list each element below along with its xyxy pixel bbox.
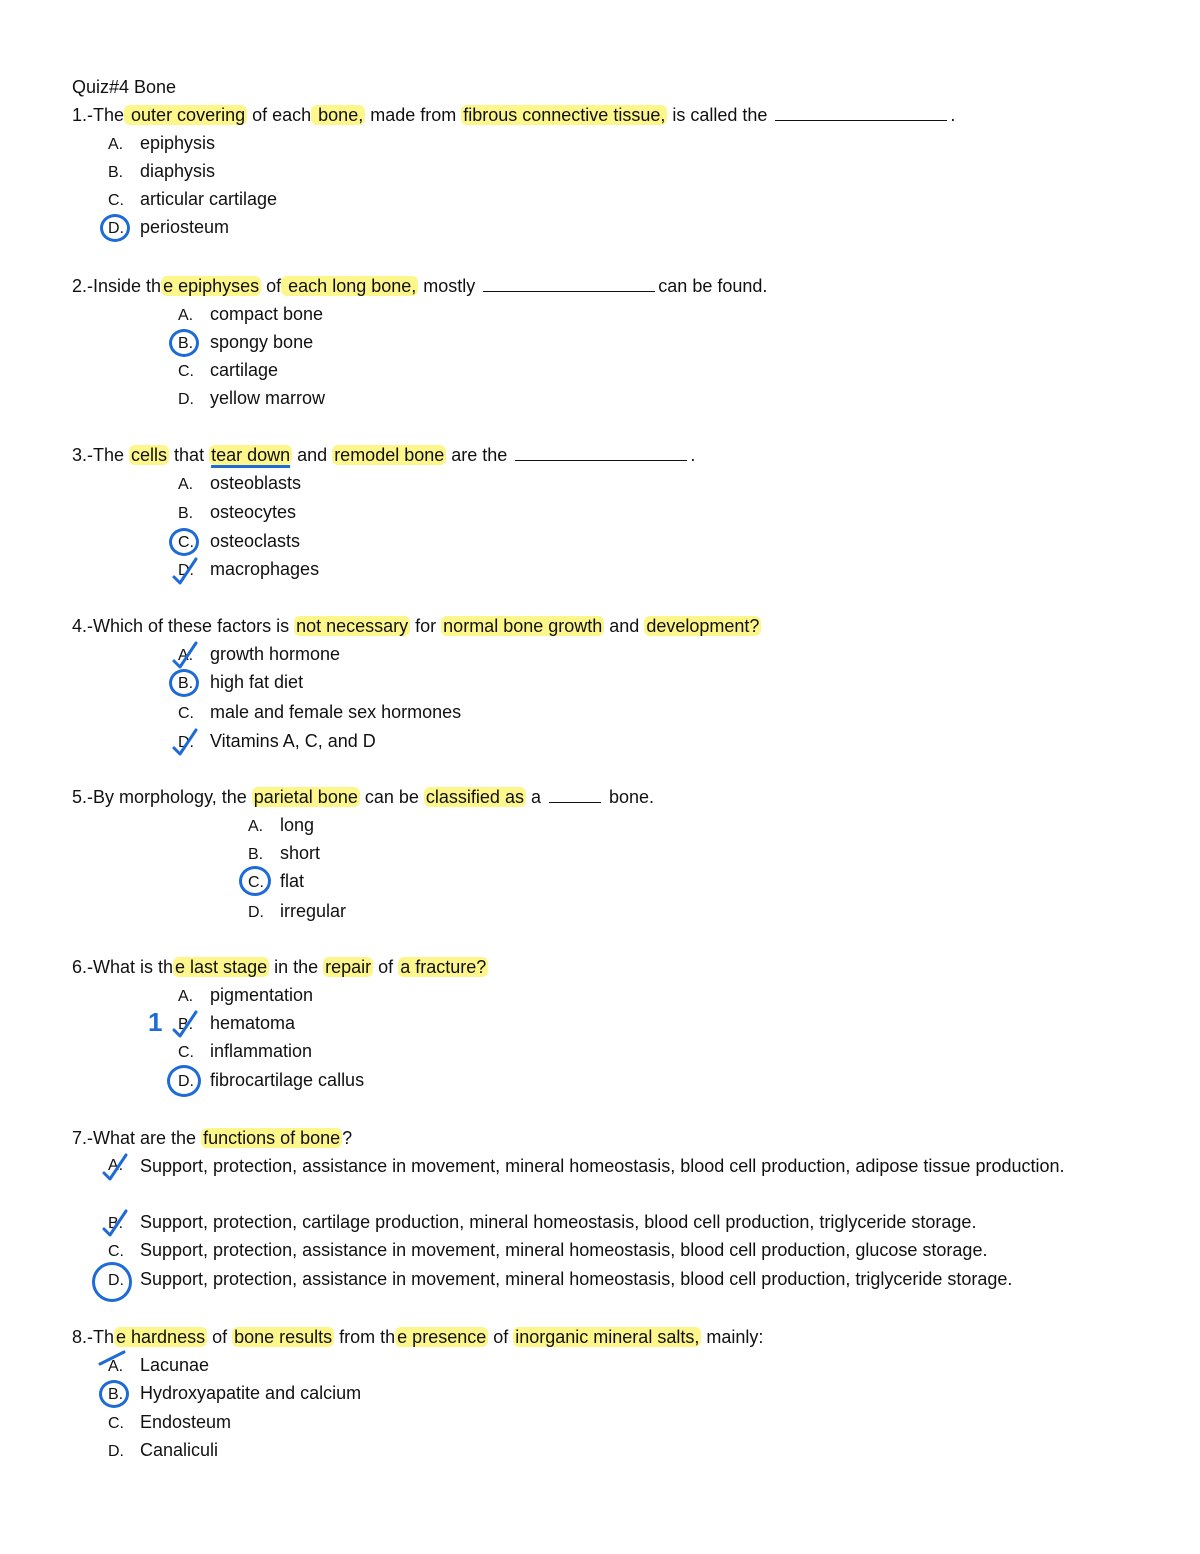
q6-option-c [178, 1039, 312, 1065]
option-text: short [280, 843, 321, 863]
check-mark [98, 1350, 128, 1378]
q8-highlight: inorganic mineral salts, [515, 1327, 700, 1347]
answer-blank [775, 106, 947, 121]
option-letter: A. [178, 476, 194, 493]
q6-text: of [373, 957, 399, 977]
option-letter: A. [248, 818, 264, 835]
q3-option-b [178, 500, 296, 526]
option-letter: C. [248, 874, 264, 891]
check-mark [170, 728, 200, 756]
q1-highlight: bone, [313, 105, 364, 125]
option-text: fibrocartilage callus [210, 1070, 365, 1090]
q5-option-b [248, 841, 320, 867]
q3-text: are the [446, 445, 513, 465]
q2-option-c [178, 358, 278, 384]
answer-blank [515, 446, 687, 461]
option-text: osteoblasts [210, 473, 302, 493]
option-letter: D. [248, 904, 264, 921]
q8-option-c [108, 1410, 231, 1436]
q3-option-a [178, 471, 301, 497]
answer-circle-mark [169, 329, 199, 357]
option-text: Hydroxyapatite and calcium [140, 1383, 362, 1403]
q7-option-c [108, 1238, 987, 1264]
q5-text: a [525, 787, 546, 807]
option-letter: D. [178, 1073, 194, 1090]
q2-highlight: each long bone, [283, 276, 417, 296]
q5-text: can be [359, 787, 424, 807]
q8-text: from th [334, 1327, 396, 1347]
question-7 [72, 1126, 352, 1150]
option-text: epiphysis [140, 133, 216, 153]
option-letter: D. [108, 1272, 124, 1289]
option-text: osteoclasts [210, 531, 301, 551]
q2-text: 2.-Inside th [72, 276, 162, 296]
q4-text: 4.-Which of these factors is [72, 616, 295, 636]
q8-highlight: bone results [234, 1327, 333, 1347]
option-text: Endosteum [140, 1412, 232, 1432]
q4-option-c [178, 700, 461, 726]
check-mark [170, 1010, 200, 1038]
q1-text: . [950, 105, 956, 125]
q3-text: 3.-The [72, 445, 130, 465]
q1-text: of each [247, 105, 312, 125]
option-letter: C. [108, 1415, 124, 1432]
option-letter: A. [178, 647, 194, 664]
option-letter: A. [178, 307, 194, 324]
q4-highlight: normal bone growth [443, 616, 603, 636]
quiz-title: Quiz#4 Bone [72, 77, 177, 97]
option-letter: B. [178, 675, 194, 692]
option-letter: C. [178, 534, 194, 551]
q2-text: of [261, 276, 282, 296]
option-text: male and female sex hormones [210, 702, 462, 722]
answer-blank [483, 277, 655, 292]
question-1 [72, 103, 955, 127]
q3-text: . [690, 445, 696, 465]
answer-circle-mark [99, 1380, 129, 1408]
option-letter: D. [108, 220, 124, 237]
q2-option-a [178, 302, 323, 328]
q6-option-d [178, 1068, 364, 1094]
q1-text: made from [365, 105, 462, 125]
option-text: growth hormone [210, 644, 341, 664]
answer-blank [549, 788, 601, 803]
q7-highlight: functions of bone [203, 1128, 341, 1148]
option-text: Support, protection, assistance in movement, mineral homeostasis, blood cell production, adipose tissue production. [140, 1156, 1065, 1176]
option-letter: B. [178, 505, 194, 522]
option-text: pigmentation [210, 985, 314, 1005]
q8-highlight: e presence [397, 1327, 487, 1347]
q3-highlight: cells [131, 445, 168, 465]
answer-circle-mark [239, 866, 271, 896]
q5-highlight: parietal bone [253, 787, 358, 807]
option-text: periosteum [140, 217, 230, 237]
option-letter: A. [108, 1358, 124, 1375]
option-letter: D. [178, 562, 194, 579]
q2-text: can be found. [658, 276, 768, 296]
option-text: irregular [280, 901, 347, 921]
option-letter: A. [178, 988, 194, 1005]
q1-option-a [108, 131, 215, 157]
option-text: hematoma [210, 1013, 296, 1033]
option-letter: D. [178, 391, 194, 408]
q1-option-c [108, 187, 277, 213]
q7-text: 7.-What are the [72, 1128, 202, 1148]
q3-text: that [169, 445, 210, 465]
q5-text: 5.-By morphology, the [72, 787, 252, 807]
answer-circle-mark [92, 1262, 132, 1302]
option-letter: B. [108, 1215, 124, 1232]
q7-option-d [108, 1267, 1012, 1293]
option-text: spongy bone [210, 332, 314, 352]
option-text: compact bone [210, 304, 324, 324]
option-letter: C. [178, 1044, 194, 1061]
option-letter: B. [108, 1386, 124, 1403]
question-3 [72, 443, 695, 467]
option-letter: C. [178, 363, 194, 380]
q5-highlight: classified as [425, 787, 524, 807]
q8-option-d [108, 1438, 218, 1464]
option-text: long [280, 815, 315, 835]
option-letter: B. [178, 335, 194, 352]
q4-highlight: not necessary [296, 616, 409, 636]
option-letter: C. [108, 192, 124, 209]
q1-text: 1.-The [72, 105, 125, 125]
option-letter: A. [108, 1157, 124, 1174]
option-text: osteocytes [210, 502, 297, 522]
answer-circle-mark [100, 214, 130, 242]
option-letter: A. [108, 136, 124, 153]
question-2 [72, 274, 767, 298]
option-text: Canaliculi [140, 1440, 219, 1460]
q4-option-d [178, 729, 376, 755]
check-mark [170, 641, 200, 669]
option-text: yellow marrow [210, 388, 326, 408]
question-5 [72, 785, 654, 809]
option-text: Support, protection, cartilage production, mineral homeostasis, blood cell production, triglyceride storage. [140, 1212, 977, 1232]
question-8 [72, 1325, 763, 1349]
q4-option-a [178, 642, 340, 668]
option-text: macrophages [210, 559, 320, 579]
option-letter: D. [108, 1443, 124, 1460]
option-text: flat [280, 871, 305, 891]
answer-circle-mark [167, 1065, 201, 1097]
q6-highlight: repair [325, 957, 372, 977]
q2-highlight: e epiphyses [163, 276, 260, 296]
q8-option-b [108, 1381, 361, 1407]
q8-text: of [488, 1327, 514, 1347]
q4-text: and [604, 616, 645, 636]
q7-option-a [108, 1154, 1068, 1180]
question-4 [72, 614, 761, 638]
check-mark [100, 1209, 130, 1237]
option-letter: B. [108, 164, 124, 181]
answer-circle-mark [169, 528, 199, 556]
option-text: diaphysis [140, 161, 216, 181]
check-mark [100, 1153, 130, 1181]
q5-option-d [248, 899, 346, 925]
q8-text: 8.-Th [72, 1327, 115, 1347]
option-text: Support, protection, assistance in movement, mineral homeostasis, blood cell production, triglyceride storage. [140, 1269, 1013, 1289]
q6-highlight: e last stage [175, 957, 268, 977]
q8-text: of [207, 1327, 233, 1347]
answer-circle-mark [169, 669, 199, 697]
check-mark [170, 557, 200, 585]
q3-text: and [292, 445, 333, 465]
q2-text: mostly [418, 276, 481, 296]
q8-highlight: e hardness [116, 1327, 206, 1347]
q5-option-a [248, 813, 314, 839]
q6-text: 6.-What is th [72, 957, 174, 977]
q8-text: mainly: [701, 1327, 764, 1347]
option-text: inflammation [210, 1041, 313, 1061]
handwritten-note: 1 [148, 1007, 163, 1037]
option-text: articular cartilage [140, 189, 278, 209]
q6-text: in the [269, 957, 324, 977]
q4-highlight: development? [646, 616, 760, 636]
q4-text: for [410, 616, 442, 636]
option-letter: C. [178, 705, 194, 722]
option-text: cartilage [210, 360, 279, 380]
option-text: Lacunae [140, 1355, 210, 1375]
option-letter: C. [108, 1243, 124, 1260]
q1-highlight: fibrous connective tissue, [463, 105, 666, 125]
q1-highlight: outer covering [126, 105, 246, 125]
option-letter: B. [248, 846, 264, 863]
q6-highlight: a fracture? [400, 957, 487, 977]
option-text: high fat diet [210, 672, 304, 692]
q3-highlight: tear down [211, 445, 291, 465]
q3-highlight: remodel bone [334, 445, 445, 465]
option-letter: B. [178, 1016, 194, 1033]
option-text: Vitamins A, C, and D [210, 731, 376, 751]
q1-option-b [108, 159, 215, 185]
q1-text: is called the [667, 105, 773, 125]
q7-option-b [108, 1210, 976, 1236]
q2-option-d [178, 386, 325, 412]
q6-option-a [178, 983, 313, 1009]
option-text: Support, protection, assistance in movement, mineral homeostasis, blood cell production, glucose storage. [140, 1240, 988, 1260]
question-6 [72, 955, 488, 979]
option-letter: D. [178, 734, 194, 751]
q7-text: ? [342, 1128, 353, 1148]
q5-text: bone. [603, 787, 655, 807]
